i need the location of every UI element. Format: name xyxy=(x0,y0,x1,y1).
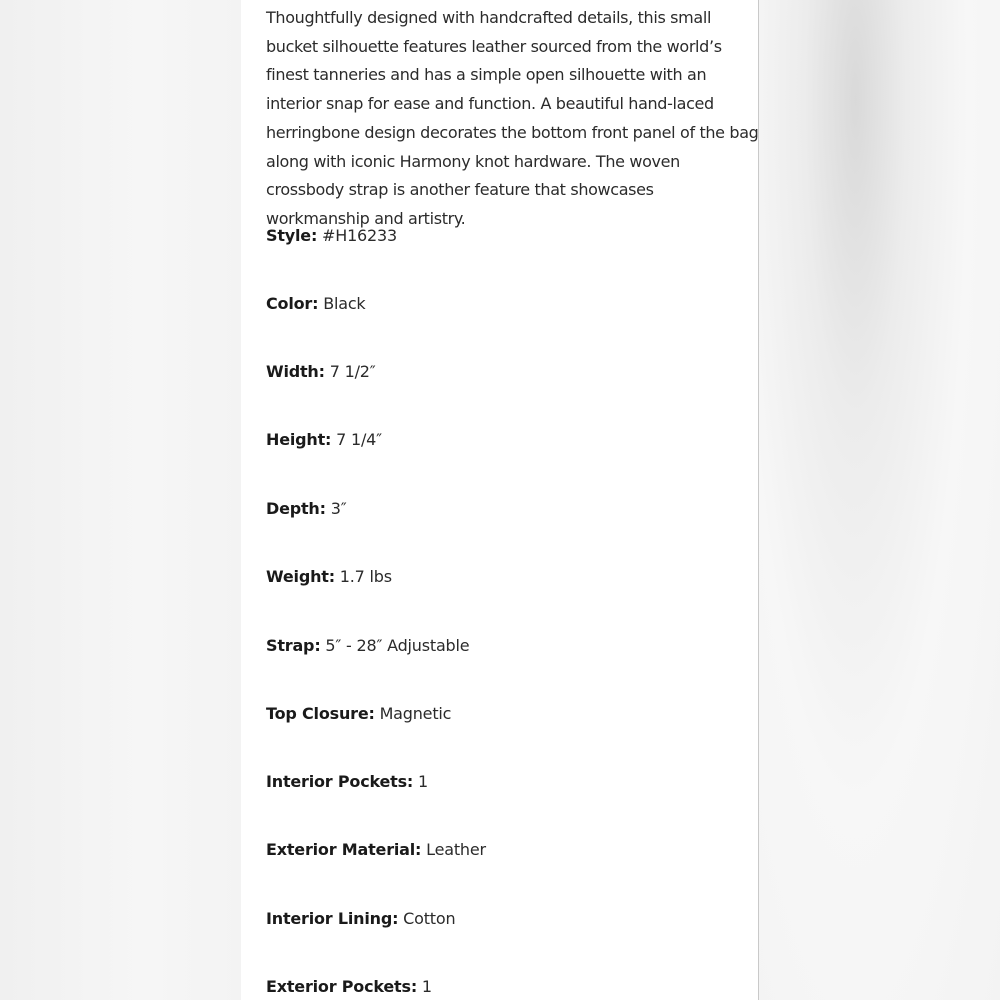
spec-value: Cotton xyxy=(403,909,456,928)
spec-label: Interior Pockets: xyxy=(266,772,414,791)
spec-label: Top Closure: xyxy=(266,704,375,723)
spec-value: Magnetic xyxy=(379,704,452,723)
spec-height xyxy=(266,430,382,449)
spec-label: Interior Lining: xyxy=(266,909,399,928)
spec-interior-pockets xyxy=(266,772,428,791)
spec-value: 1 xyxy=(418,772,428,791)
spec-value: 1 xyxy=(421,977,432,996)
product-details-panel xyxy=(241,0,759,1000)
spec-value: 3″ xyxy=(330,499,347,518)
spec-label: Style: xyxy=(266,226,318,245)
product-description: Thoughtfully designed with handcrafted details, this small bucket silhouette features leather sourced from the world’s finest tanneries and has a simple open silhouette with an interior snap for ease and function. A beautiful hand-laced herringbone design decorates the bottom front panel of the bag along with iconic Harmony knot hardware. The woven crossbody strap is another feature that showcases workmanship and artistry. xyxy=(266,8,759,228)
spec-label: Height: xyxy=(266,430,332,449)
spec-label: Weight: xyxy=(266,567,335,586)
spec-value: #H16233 xyxy=(322,226,397,245)
spec-color xyxy=(266,294,366,313)
spec-label: Exterior Material: xyxy=(266,840,422,859)
product-description-block xyxy=(266,4,761,234)
spec-interior-lining xyxy=(266,909,455,928)
spec-label: Exterior Pockets: xyxy=(266,977,418,996)
spec-strap xyxy=(266,636,469,655)
spec-exterior-material xyxy=(266,840,486,859)
spec-label: Width: xyxy=(266,362,325,381)
spec-value: Leather xyxy=(426,840,486,859)
spec-label: Color: xyxy=(266,294,319,313)
spec-label: Strap: xyxy=(266,636,321,655)
spec-top-closure xyxy=(266,704,451,723)
spec-value: 7 1/4″ xyxy=(336,430,382,449)
spec-label: Depth: xyxy=(266,499,326,518)
spec-value: 7 1/2″ xyxy=(329,362,376,381)
spec-value: Black xyxy=(323,294,366,313)
spec-value: 5″ - 28″ Adjustable xyxy=(325,636,470,655)
spec-depth xyxy=(266,499,346,518)
spec-exterior-pockets xyxy=(266,977,432,996)
spec-value: 1.7 lbs xyxy=(339,567,392,586)
spec-width xyxy=(266,362,376,381)
spec-style xyxy=(266,226,397,245)
spec-weight xyxy=(266,567,392,586)
page-background-right xyxy=(759,0,1000,1000)
page-background-left xyxy=(0,0,241,1000)
